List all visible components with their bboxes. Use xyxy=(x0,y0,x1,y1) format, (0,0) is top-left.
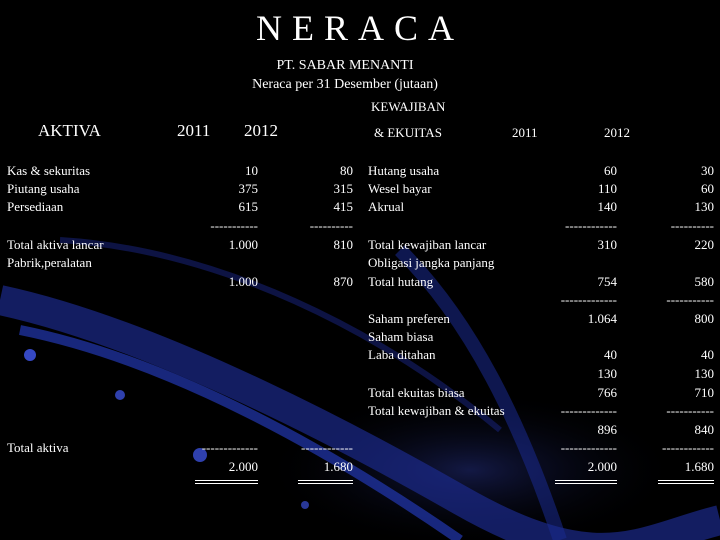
aktiva-2012-double-underline-top xyxy=(298,480,353,481)
label-total-aktiva: Total aktiva xyxy=(7,440,69,455)
kewajiban-2011-saham-preferen: 40 xyxy=(604,347,617,362)
aktiva-2011-total-lancar: 1.000 xyxy=(228,237,258,252)
kewajiban-2011-obligasi: 754 xyxy=(597,274,617,289)
aktiva-2012-separator-2: ------------ xyxy=(301,440,353,455)
label-total-kewajiban-ekuitas: Total kewajiban & ekuitas xyxy=(368,403,505,418)
kewajiban-2012-saham-preferen: 40 xyxy=(701,347,714,362)
kewajiban-2012-total: 1.680 xyxy=(684,459,714,474)
label-total-hutang: Total hutang xyxy=(368,274,434,289)
header-aktiva: AKTIVA xyxy=(38,121,101,140)
header-aktiva-2011: 2011 xyxy=(177,121,211,140)
label-hutang-usaha: Hutang usaha xyxy=(368,163,440,178)
kewajiban-2011-separator-1: ------------ xyxy=(565,218,617,233)
label-akrual: Akrual xyxy=(368,199,405,214)
kewajiban-2011-akrual: 140 xyxy=(597,199,617,214)
aktiva-2012-total: 1.680 xyxy=(323,459,353,474)
aktiva-2011-persediaan: 615 xyxy=(238,199,258,214)
kewajiban-2011-separator-4: ------------- xyxy=(560,440,617,455)
label-total-aktiva-lancar: Total aktiva lancar xyxy=(7,237,104,252)
company-name: PT. SABAR MENANTI xyxy=(276,58,414,73)
kewajiban-2011-saham-biasa: 130 xyxy=(597,366,617,381)
kewajiban-2012-total-hutang: 800 xyxy=(694,311,714,326)
kewajiban-2012-total-ekuitas: 840 xyxy=(694,422,714,437)
label-piutang-usaha: Piutang usaha xyxy=(7,181,80,196)
kewajiban-2011-wesel: 110 xyxy=(597,181,617,196)
aktiva-2012-persediaan: 415 xyxy=(333,199,353,214)
header-kewajiban-2011: 2011 xyxy=(512,125,538,140)
header-kewajiban: KEWAJIBAN xyxy=(371,99,446,114)
kewajiban-2011-separator-2: ------------- xyxy=(560,292,617,307)
label-persediaan: Persediaan xyxy=(7,199,64,214)
header-ekuitas: & EKUITAS xyxy=(374,125,442,140)
label-laba-ditahan: Laba ditahan xyxy=(368,347,436,362)
aktiva-2011-total: 2.000 xyxy=(228,459,258,474)
header-kewajiban-2012: 2012 xyxy=(604,125,630,140)
aktiva-2011-piutang: 375 xyxy=(238,181,258,196)
label-total-kewajiban-lancar: Total kewajiban lancar xyxy=(368,237,487,252)
label-obligasi-jangka-panjang: Obligasi jangka panjang xyxy=(368,255,495,270)
kewajiban-2011-total-lancar: 310 xyxy=(597,237,617,252)
kewajiban-2011-separator-3: ------------- xyxy=(560,403,617,418)
label-saham-biasa: Saham biasa xyxy=(368,329,434,344)
kewajiban-2012-double-underline-bottom xyxy=(658,483,714,484)
kewajiban-2011-hutang: 60 xyxy=(604,163,617,178)
aktiva-2011-double-underline-top xyxy=(195,480,258,481)
kewajiban-2012-hutang: 30 xyxy=(701,163,714,178)
kewajiban-2012-double-underline-top xyxy=(658,480,714,481)
aktiva-2011-double-underline-bottom xyxy=(195,483,258,484)
aktiva-2012-kas: 80 xyxy=(340,163,353,178)
kewajiban-2011-double-underline-bottom xyxy=(555,483,617,484)
label-kas-sekuritas: Kas & sekuritas xyxy=(7,163,91,178)
label-saham-preferen: Saham preferen xyxy=(368,311,450,326)
label-wesel-bayar: Wesel bayar xyxy=(368,181,432,196)
kewajiban-2012-wesel: 60 xyxy=(701,181,714,196)
aktiva-2011-separator-1: ----------- xyxy=(210,218,258,233)
aktiva-2012-piutang: 315 xyxy=(333,181,353,196)
kewajiban-2012-akrual: 130 xyxy=(694,199,714,214)
kewajiban-2011-total-hutang: 1.064 xyxy=(587,311,617,326)
kewajiban-2012-obligasi: 580 xyxy=(694,274,714,289)
kewajiban-2012-total-lancar: 220 xyxy=(694,237,714,252)
kewajiban-2011-total: 2.000 xyxy=(587,459,617,474)
aktiva-2012-total-lancar: 810 xyxy=(333,237,353,252)
kewajiban-2011-laba: 766 xyxy=(597,385,617,400)
kewajiban-2012-saham-biasa: 130 xyxy=(694,366,714,381)
aktiva-2012-double-underline-bottom xyxy=(298,483,353,484)
balance-sheet-subtitle: Neraca per 31 Desember (jutaan) xyxy=(252,77,438,92)
aktiva-2012-pabrik: 870 xyxy=(333,274,353,289)
label-total-ekuitas-biasa: Total ekuitas biasa xyxy=(368,385,465,400)
aktiva-2011-kas: 10 xyxy=(245,163,258,178)
kewajiban-2012-separator-1: ---------- xyxy=(670,218,714,233)
aktiva-2011-separator-2: ------------- xyxy=(201,440,258,455)
kewajiban-2012-separator-4: ------------ xyxy=(662,440,714,455)
kewajiban-2011-total-ekuitas: 896 xyxy=(597,422,617,437)
aktiva-2012-separator-1: ---------- xyxy=(309,218,353,233)
kewajiban-2012-separator-2: ----------- xyxy=(666,292,714,307)
kewajiban-2012-laba: 710 xyxy=(694,385,714,400)
label-pabrik-peralatan: Pabrik,peralatan xyxy=(7,255,92,270)
page-title: NERACA xyxy=(255,8,464,48)
kewajiban-2012-separator-3: ----------- xyxy=(666,403,714,418)
header-aktiva-2012: 2012 xyxy=(244,121,278,140)
kewajiban-2011-double-underline-top xyxy=(555,480,617,481)
aktiva-2011-pabrik: 1.000 xyxy=(228,274,258,289)
